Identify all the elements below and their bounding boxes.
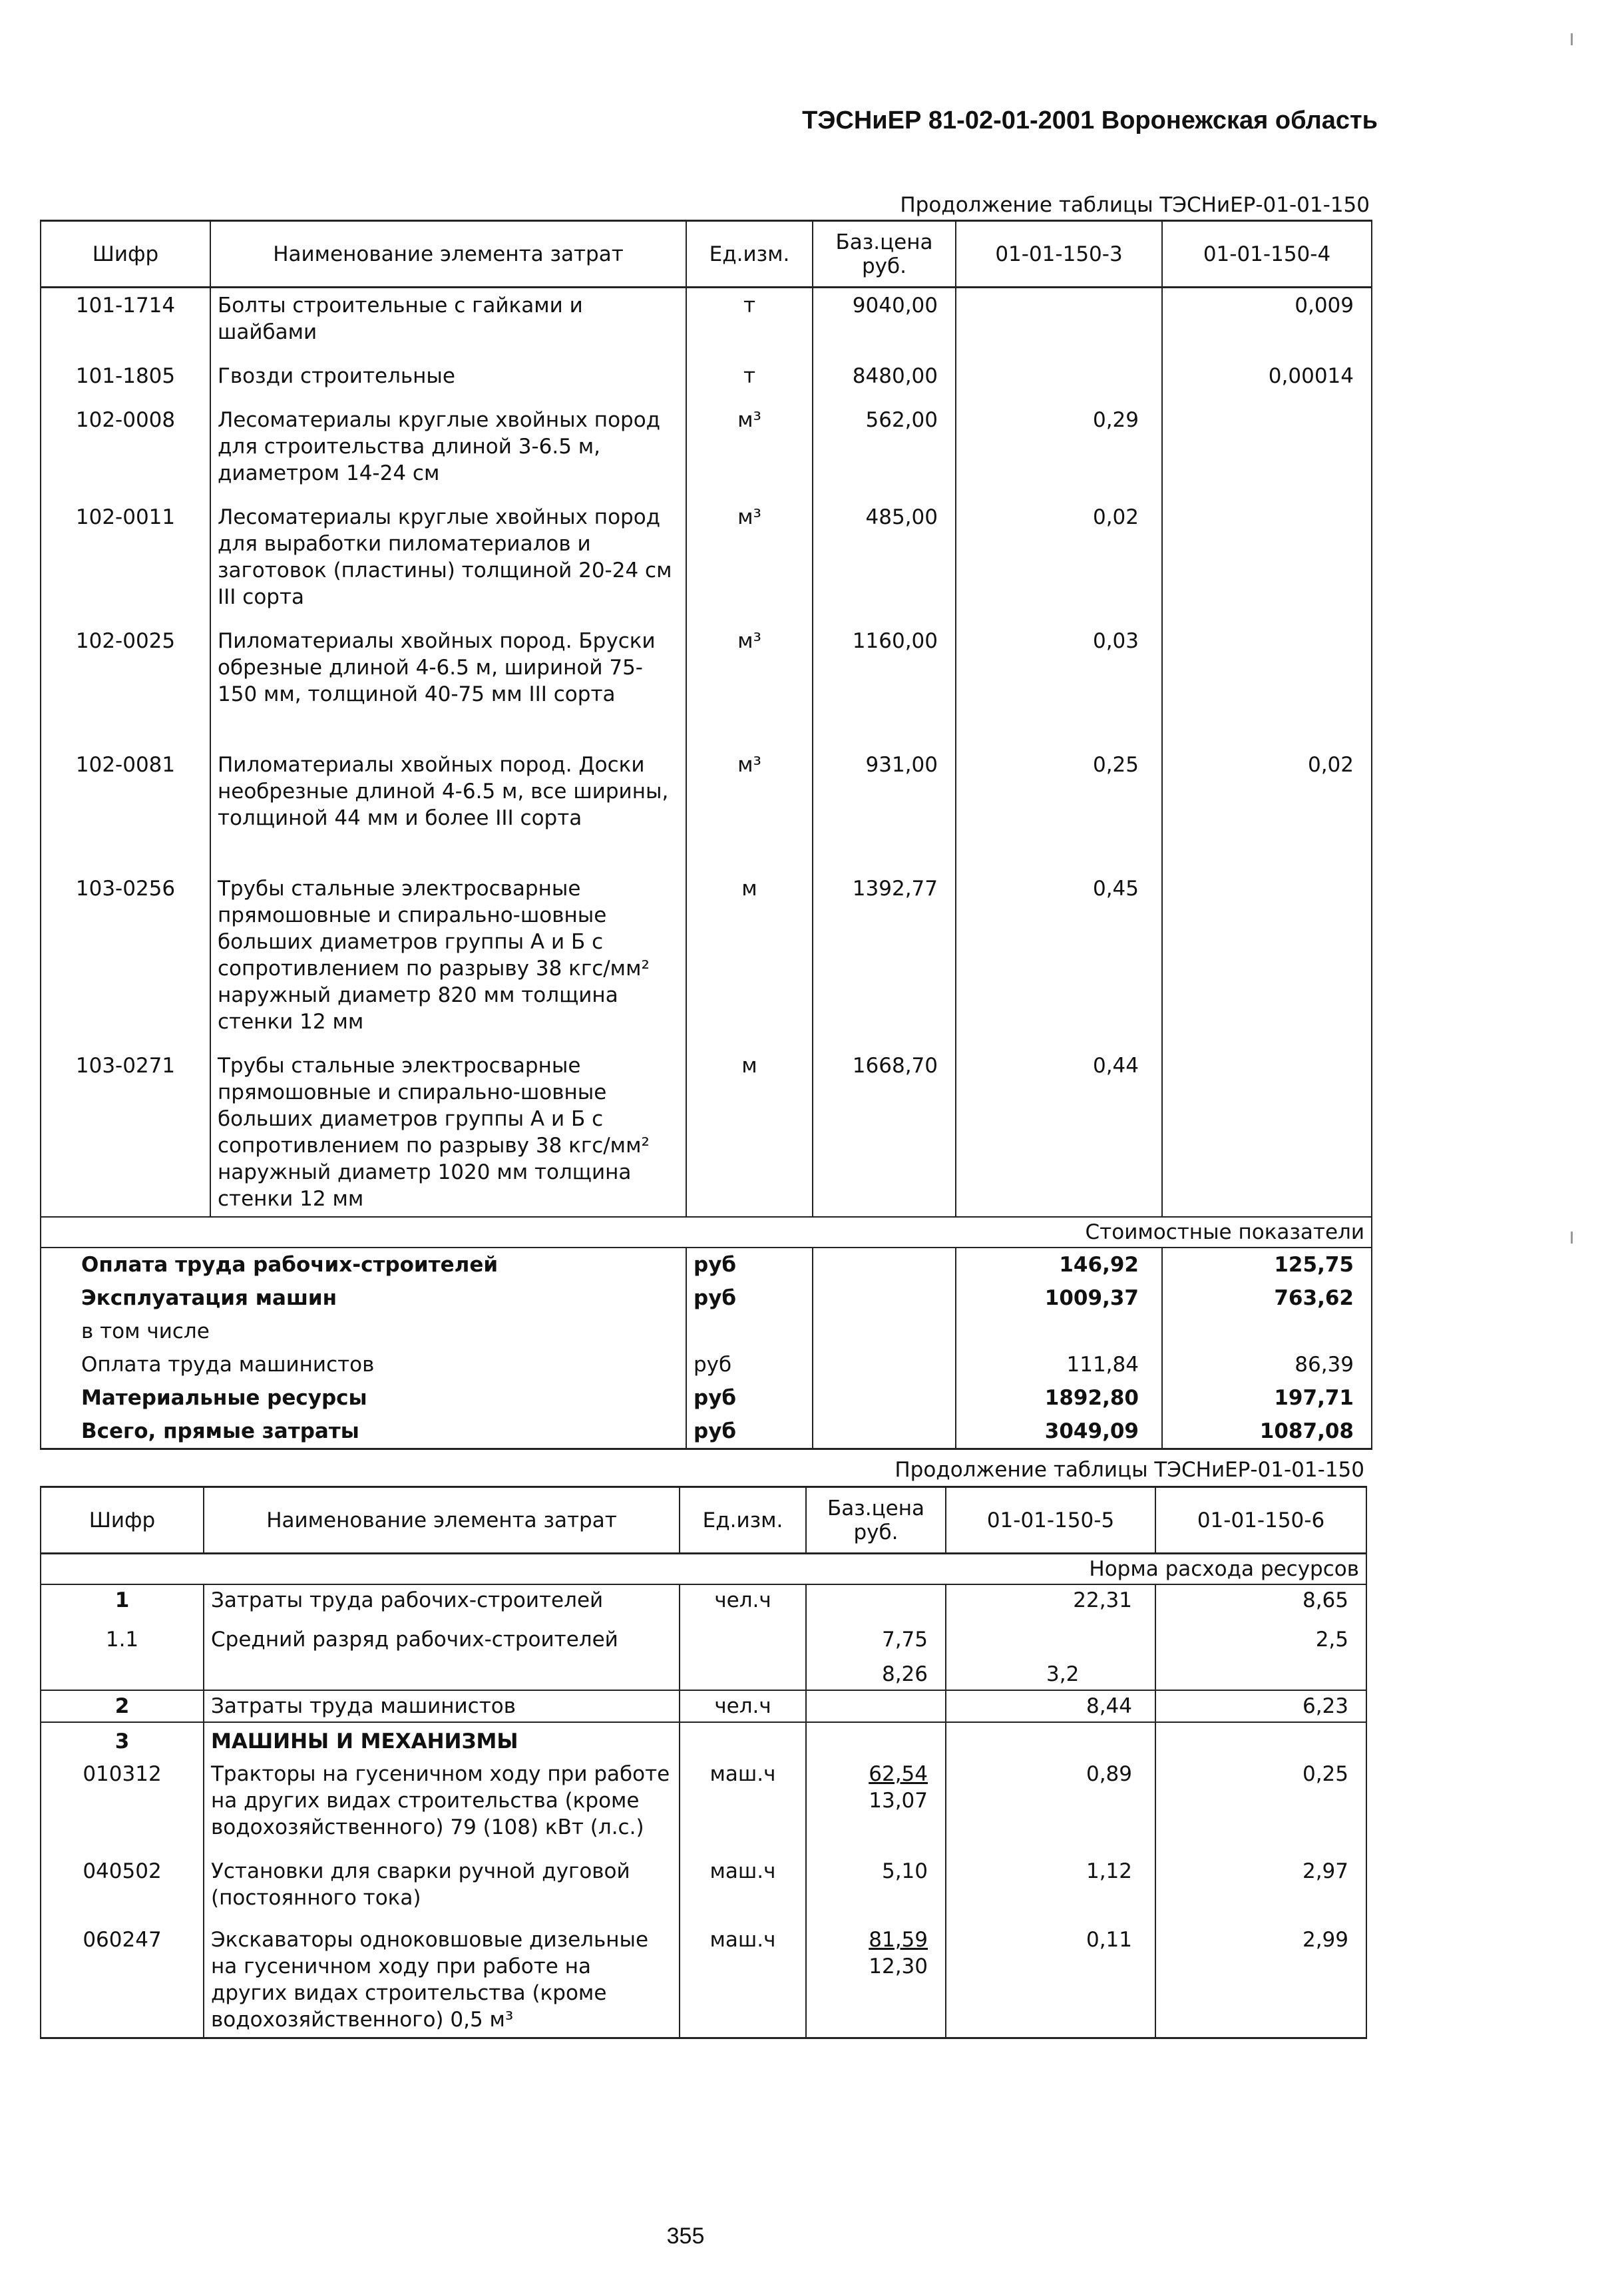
row-v2: 0,25 — [1155, 1757, 1366, 1854]
row-v2: 0,009 — [1162, 288, 1372, 359]
summary-v2: 86,39 — [1162, 1348, 1372, 1381]
row-unit: м³ — [686, 403, 813, 500]
row-v1: 0,89 — [946, 1757, 1155, 1854]
row-code: 060247 — [41, 1925, 204, 2038]
row-v1 — [956, 359, 1162, 403]
row-v1: 1,12 — [946, 1854, 1155, 1925]
summary-label: Материальные ресурсы — [41, 1381, 686, 1415]
row-code: 102-0025 — [41, 624, 210, 748]
table-row — [41, 624, 1372, 748]
row-v2: 2,99 — [1155, 1925, 1366, 2038]
row-v2: 2,5 — [1155, 1624, 1366, 1690]
row-v2: 6,23 — [1155, 1690, 1366, 1722]
summary-label: Эксплуатация машин — [41, 1281, 686, 1315]
row-name: Установки для сварки ручной дуговой (постоянного тока) — [204, 1854, 680, 1925]
row-v1: 0,02 — [956, 500, 1162, 624]
row-price — [806, 1584, 946, 1624]
page-title: ТЭСНиЕР 81-02-01-2001 Воронежская область — [802, 107, 1378, 134]
row-name: Пиломатериалы хвойных пород. Доски необрезные длиной 4-6.5 м, все ширины, толщиной 44 мм и более III сорта — [210, 748, 686, 871]
table-row — [41, 871, 1372, 1048]
section-header — [41, 1554, 1366, 1585]
row-code: 101-1805 — [41, 359, 210, 403]
table-row — [41, 1854, 1366, 1925]
row-v1: 0,03 — [956, 624, 1162, 748]
row-name: Затраты труда машинистов — [204, 1690, 680, 1722]
summary-unit: руб — [686, 1381, 813, 1415]
summary-v2: 763,62 — [1162, 1281, 1372, 1315]
row-unit: чел.ч — [680, 1690, 806, 1722]
price-line-2: 12,30 — [869, 1954, 928, 1978]
summary-label: Всего, прямые затраты — [41, 1415, 686, 1449]
col-header-unit: Ед.изм. — [680, 1487, 806, 1554]
row-name: Экскаваторы одноковшовые дизельные на гусеничном ходу при работе на других видах строительства (кроме водохозяйственного) 0,5 м³ — [204, 1925, 680, 2038]
row-price: 9040,00 — [813, 288, 956, 359]
row-name: Гвозди строительные — [210, 359, 686, 403]
row-price: 8480,00 — [813, 359, 956, 403]
price-line-2: 8,26 — [881, 1662, 928, 1686]
scan-mark — [1571, 1232, 1573, 1244]
table1-continuation: Продолжение таблицы ТЭСНиЕР-01-01-150 — [900, 193, 1370, 217]
row-v2 — [1162, 1048, 1372, 1217]
row-unit: маш.ч — [680, 1757, 806, 1854]
row-unit: м — [686, 1048, 813, 1217]
row-unit: маш.ч — [680, 1925, 806, 2038]
summary-label: Оплата труда рабочих-строителей — [41, 1248, 686, 1281]
table-row — [41, 1722, 1366, 1757]
section-title: Норма расхода ресурсов — [41, 1554, 1366, 1585]
row-v2: 0,00014 — [1162, 359, 1372, 403]
row-name: Лесоматериалы круглые хвойных пород для выработки пиломатериалов и заготовок (пластины) толщиной 20-24 см III сорта — [210, 500, 686, 624]
row-v1: 0,25 — [956, 748, 1162, 871]
row-name: Средний разряд рабочих-строителей — [204, 1624, 680, 1690]
summary-row — [41, 1281, 1372, 1315]
summary-label: Оплата труда машинистов — [41, 1348, 686, 1381]
row-price: 1668,70 — [813, 1048, 956, 1217]
row-unit: м — [686, 871, 813, 1048]
row-code: 1.1 — [41, 1624, 204, 1690]
row-price: 1160,00 — [813, 624, 956, 748]
row-price — [806, 1925, 946, 2038]
row-price: 5,10 — [806, 1854, 946, 1925]
price-line-1: 7,75 — [881, 1628, 928, 1652]
price-line-1: 81,59 — [869, 1928, 928, 1952]
row-price: 931,00 — [813, 748, 956, 871]
scan-mark — [1571, 33, 1573, 45]
row-name: Тракторы на гусеничном ходу при работе на других видах строительства (кроме водохозяйственного) 79 (108) кВт (л.с.) — [204, 1757, 680, 1854]
table-row — [41, 1925, 1366, 2038]
row-price: 1392,77 — [813, 871, 956, 1048]
row-v2: 8,65 — [1155, 1584, 1366, 1624]
row-unit: маш.ч — [680, 1854, 806, 1925]
summary-row — [41, 1315, 1372, 1348]
row-v1: 8,44 — [946, 1690, 1155, 1722]
table-row — [41, 1690, 1366, 1722]
price-line-2: 13,07 — [869, 1789, 928, 1813]
col-header-name: Наименование элемента затрат — [210, 221, 686, 288]
summary-v1 — [956, 1315, 1162, 1348]
row-v1 — [946, 1722, 1155, 1757]
table1 — [40, 220, 1372, 1450]
row-v2 — [1162, 500, 1372, 624]
row-unit — [680, 1722, 806, 1757]
summary-unit: руб — [686, 1348, 813, 1381]
table-row — [41, 1048, 1372, 1217]
summary-v2: 1087,08 — [1162, 1415, 1372, 1449]
summary-v1: 111,84 — [956, 1348, 1162, 1381]
row-v2 — [1155, 1722, 1366, 1757]
row-v1 — [956, 288, 1162, 359]
summary-v2: 197,71 — [1162, 1381, 1372, 1415]
col-header-code: Шифр — [41, 1487, 204, 1554]
row-unit: т — [686, 359, 813, 403]
row-v1: 0,45 — [956, 871, 1162, 1048]
row-name: Пиломатериалы хвойных пород. Бруски обрезные длиной 4-6.5 м, шириной 75-150 мм, толщиной 40-75 мм III сорта — [210, 624, 686, 748]
table-row — [41, 288, 1372, 359]
summary-v1: 3049,09 — [956, 1415, 1162, 1449]
summary-row — [41, 1248, 1372, 1281]
row-unit: м³ — [686, 748, 813, 871]
section-header — [41, 1217, 1372, 1248]
col-header-v2: 01-01-150-4 — [1162, 221, 1372, 288]
row-price — [806, 1690, 946, 1722]
summary-v1: 1892,80 — [956, 1381, 1162, 1415]
v1-line-1 — [953, 1626, 1132, 1653]
summary-row — [41, 1348, 1372, 1381]
row-v1: 22,31 — [946, 1584, 1155, 1624]
row-name: Трубы стальные электросварные прямошовные и спирально-шовные больших диаметров группы А и Б с сопротивлением по разрыву 38 кгс/мм² наружный диаметр 1020 мм толщина стенки 12 мм — [210, 1048, 686, 1217]
row-unit — [680, 1624, 806, 1690]
row-v2 — [1162, 403, 1372, 500]
row-price — [806, 1624, 946, 1690]
col-header-v1: 01-01-150-3 — [956, 221, 1162, 288]
row-price: 562,00 — [813, 403, 956, 500]
table2 — [40, 1486, 1367, 2039]
row-v2 — [1162, 871, 1372, 1048]
summary-v2: 125,75 — [1162, 1248, 1372, 1281]
summary-v2 — [1162, 1315, 1372, 1348]
section-title: Стоимостные показатели — [41, 1217, 1372, 1248]
row-unit: т — [686, 288, 813, 359]
col-header-price: Баз.цена руб. — [813, 221, 956, 288]
col-header-v1: 01-01-150-5 — [946, 1487, 1155, 1554]
table-row — [41, 748, 1372, 871]
row-code: 3 — [41, 1722, 204, 1757]
col-header-price: Баз.цена руб. — [806, 1487, 946, 1554]
col-header-unit: Ед.изм. — [686, 221, 813, 288]
summary-row — [41, 1415, 1372, 1449]
row-code: 2 — [41, 1690, 204, 1722]
row-code: 103-0256 — [41, 871, 210, 1048]
col-header-name: Наименование элемента затрат — [204, 1487, 680, 1554]
row-unit: м³ — [686, 624, 813, 748]
summary-row — [41, 1381, 1372, 1415]
summary-v1: 146,92 — [956, 1248, 1162, 1281]
row-name: МАШИНЫ И МЕХАНИЗМЫ — [204, 1722, 680, 1757]
row-code: 103-0271 — [41, 1048, 210, 1217]
summary-unit: руб — [686, 1415, 813, 1449]
row-code: 040502 — [41, 1854, 204, 1925]
row-code: 1 — [41, 1584, 204, 1624]
row-unit: чел.ч — [680, 1584, 806, 1624]
row-price — [806, 1757, 946, 1854]
summary-v1: 1009,37 — [956, 1281, 1162, 1315]
row-code: 102-0008 — [41, 403, 210, 500]
price-line-1: 62,54 — [869, 1762, 928, 1786]
summary-unit: руб — [686, 1248, 813, 1281]
summary-unit — [686, 1315, 813, 1348]
table-row — [41, 359, 1372, 403]
row-v1: 0,44 — [956, 1048, 1162, 1217]
table-row — [41, 1584, 1366, 1624]
table-row — [41, 403, 1372, 500]
col-header-code: Шифр — [41, 221, 210, 288]
row-v1: 0,11 — [946, 1925, 1155, 2038]
row-code: 102-0011 — [41, 500, 210, 624]
row-price — [806, 1722, 946, 1757]
row-name: Трубы стальные электросварные прямошовные и спирально-шовные больших диаметров группы А и Б с сопротивлением по разрыву 38 кгс/мм² наружный диаметр 820 мм толщина стенки 12 мм — [210, 871, 686, 1048]
page-number: 355 — [666, 2223, 705, 2249]
row-code: 010312 — [41, 1757, 204, 1854]
row-code: 101-1714 — [41, 288, 210, 359]
row-name: Затраты труда рабочих-строителей — [204, 1584, 680, 1624]
table-row — [41, 1757, 1366, 1854]
table-row — [41, 1624, 1366, 1690]
summary-label: в том числе — [41, 1315, 686, 1348]
v1-line-2: 3,2 — [1046, 1662, 1080, 1686]
row-v1 — [946, 1624, 1155, 1690]
row-price: 485,00 — [813, 500, 956, 624]
table2-continuation: Продолжение таблицы ТЭСНиЕР-01-01-150 — [895, 1458, 1364, 1482]
summary-unit: руб — [686, 1281, 813, 1315]
row-v2: 2,97 — [1155, 1854, 1366, 1925]
row-v2 — [1162, 624, 1372, 748]
col-header-v2: 01-01-150-6 — [1155, 1487, 1366, 1554]
row-v1: 0,29 — [956, 403, 1162, 500]
row-unit: м³ — [686, 500, 813, 624]
row-code: 102-0081 — [41, 748, 210, 871]
row-name: Болты строительные с гайками и шайбами — [210, 288, 686, 359]
row-name: Лесоматериалы круглые хвойных пород для строительства длиной 3-6.5 м, диаметром 14-24 см — [210, 403, 686, 500]
row-v2: 0,02 — [1162, 748, 1372, 871]
table-row — [41, 500, 1372, 624]
